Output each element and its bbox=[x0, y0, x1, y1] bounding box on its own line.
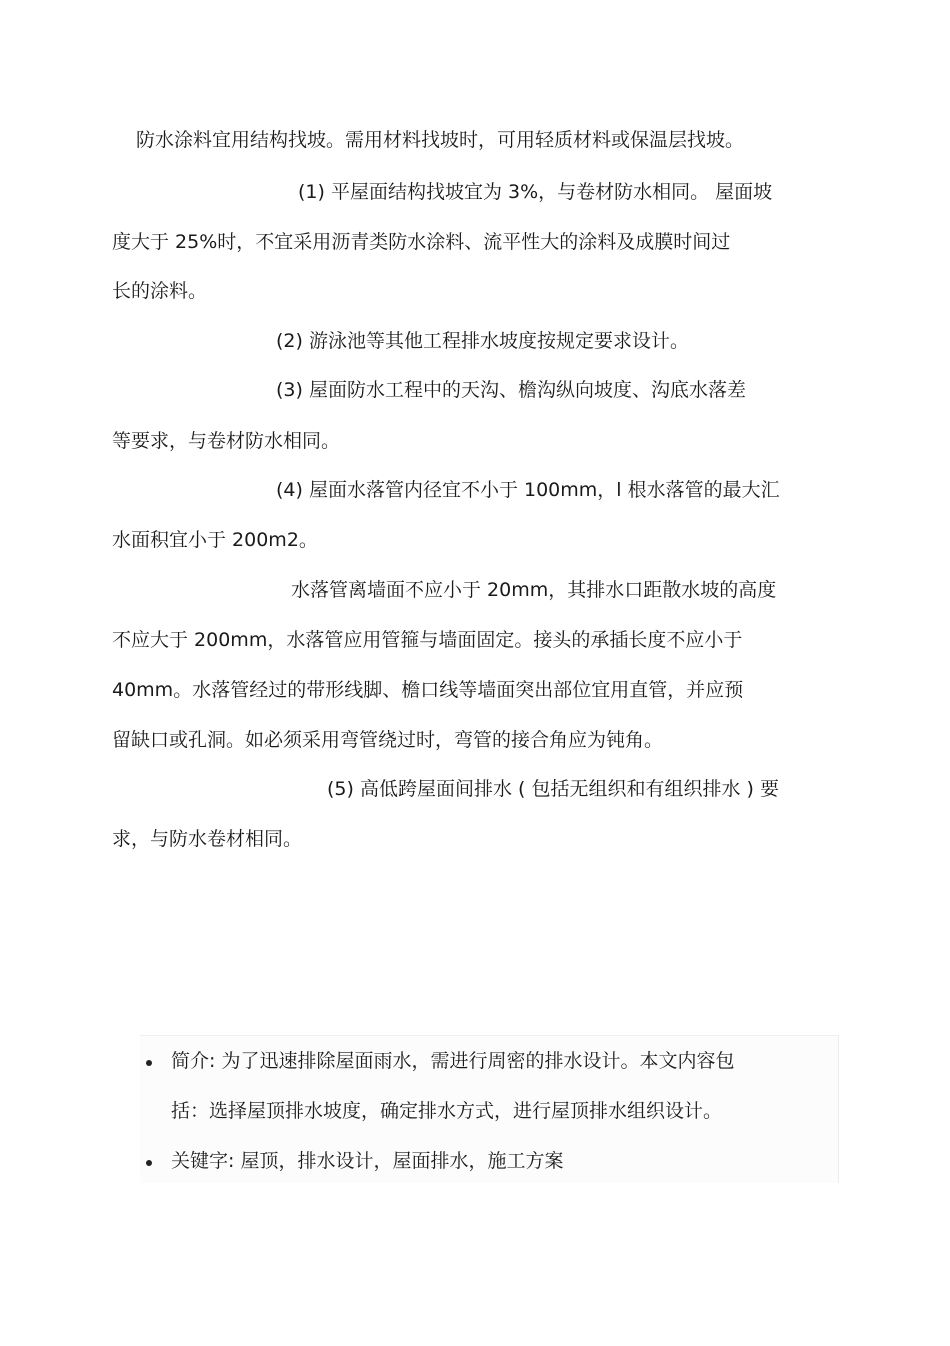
paragraph-line-15: 求，与防水卷材相同。 bbox=[112, 828, 303, 850]
paragraph-line-12: 40mm。水落管经过的带形线脚、檐口线等墙面突出部位宜用直管，并应预 bbox=[112, 679, 744, 701]
paragraph-line-4: 长的涂料。 bbox=[112, 280, 208, 302]
paragraph-line-9: 水面积宜小于 200m2。 bbox=[112, 529, 318, 551]
paragraph-line-10: 水落管离墙面不应小于 20mm，其排水口距散水坡的高度 bbox=[291, 579, 777, 601]
paragraph-line-1: 防水涂料宜用结构找坡。需用材料找坡时，可用轻质材料或保温层找坡。 bbox=[136, 129, 745, 151]
paragraph-line-3: 度大于 25%时，不宜采用沥青类防水涂料、流平性大的涂料及成膜时间过 bbox=[112, 231, 731, 253]
summary-keywords: 关键字: 屋顶，排水设计，屋面排水，施工方案 bbox=[171, 1150, 564, 1172]
paragraph-line-7: 等要求，与卷材防水相同。 bbox=[112, 430, 341, 452]
paragraph-line-2: (1) 平屋面结构找坡宜为 3%，与卷材防水相同。 屋面坡 bbox=[298, 181, 773, 203]
paragraph-line-5: (2) 游泳池等其他工程排水坡度按规定要求设计。 bbox=[276, 330, 689, 352]
summary-intro-line-2: 括：选择屋顶排水坡度，确定排水方式，进行屋顶排水组织设计。 bbox=[171, 1100, 723, 1122]
bullet-dot bbox=[146, 1060, 152, 1066]
paragraph-line-6: (3) 屋面防水工程中的天沟、檐沟纵向坡度、沟底水落差 bbox=[276, 379, 746, 401]
paragraph-line-8: (4) 屋面水落管内径宜不小于 100mm，l 根水落管的最大汇 bbox=[276, 479, 780, 501]
summary-intro-line-1: 简介: 为了迅速排除屋面雨水，需进行周密的排水设计。本文内容包 bbox=[171, 1050, 735, 1072]
paragraph-line-14: (5) 高低跨屋面间排水 ( 包括无组织和有组织排水 ) 要 bbox=[327, 778, 779, 800]
bullet-dot bbox=[146, 1160, 152, 1166]
paragraph-line-13: 留缺口或孔洞。如必须采用弯管绕过时，弯管的接合角应为钝角。 bbox=[112, 729, 664, 751]
paragraph-line-11: 不应大于 200mm，水落管应用管箍与墙面固定。接头的承插长度不应小于 bbox=[112, 629, 743, 651]
